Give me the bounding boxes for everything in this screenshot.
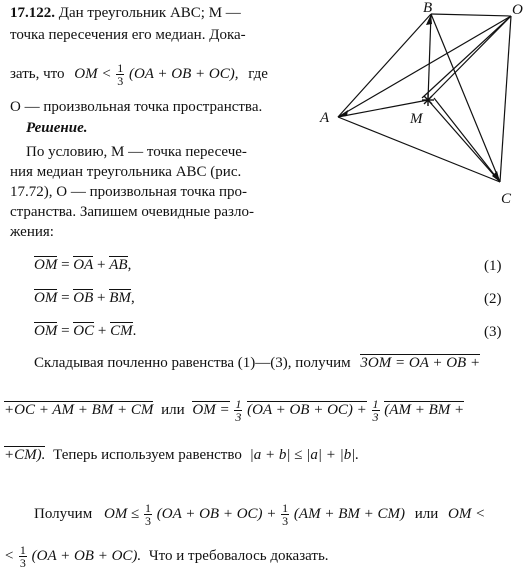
problem-line-3 (10, 62, 268, 87)
body-line-3: 17.72), O — произвольная точка про- (10, 184, 248, 200)
equation-3-number: (3) (484, 324, 502, 340)
problem-statement-1: Дан треугольник ABC; M — (58, 5, 241, 21)
label-C: C (501, 191, 512, 207)
inequality-rhs: (OA + OB + OC), (128, 65, 239, 82)
sum-line-3: +CM). Теперь используем равенство |a + b| ≤ |a| + |b|. (4, 447, 360, 463)
label-O: O (512, 2, 523, 18)
problem-line-1 (10, 4, 241, 22)
segment-CM (428, 100, 500, 182)
label-M: M (410, 111, 423, 127)
segment-OM (428, 16, 511, 100)
problem-line-2 (10, 26, 246, 44)
final-line-1: Получим OM ≤ $\frac{1}{3}$ (OA + OB + OC) + $\frac{1}{3}$ (AM + BM + CM) или OM < (34, 501, 486, 528)
body-line-1: По условию, M — точка пересече- (26, 144, 247, 160)
inequality-lhs: OM < (74, 65, 112, 82)
sum-expression: 3OM = OA + OB + (360, 355, 481, 371)
edge-BC (431, 14, 500, 182)
edge-AO (338, 16, 511, 117)
label-B: B (423, 0, 433, 16)
problem-statement-3-post: где (248, 65, 268, 82)
final-line-2: < $\frac{1}{3}$ (OA + OB + OC). Что и требовалось доказать. (4, 543, 329, 570)
equation-1-number: (1) (484, 258, 502, 274)
problem-statement-2: точка пересечения его медиан. Дока- (10, 27, 246, 43)
segment-OM-b (422, 16, 511, 98)
body-line-5: жения: (10, 224, 54, 240)
problem-line-4 (10, 98, 262, 116)
body-line-2: ния медиан треугольника ABC (рис. (10, 164, 242, 180)
fraction-one-third: $\frac{1}{3}$ (117, 61, 124, 88)
equation-2: OM = OB + BM, (34, 290, 135, 306)
solution-label: Решение. (26, 120, 88, 136)
body-line-4: странства. Запишем очевидные разло- (10, 204, 254, 220)
equation-2-number: (2) (484, 291, 502, 307)
problem-number: 17.122. (10, 5, 55, 21)
equation-3: OM = OC + CM. (34, 323, 137, 339)
triangle-inequality: |a + b| ≤ |a| + |b|. (249, 447, 360, 463)
edge-BO (431, 14, 511, 16)
segment-BM (428, 14, 431, 100)
sum-line-1: Складывая почленно равенства (1)—(3), получим 3OM = OA + OB + (34, 355, 481, 371)
label-A: A (320, 110, 330, 126)
problem-statement-3-pre: зать, что (10, 65, 65, 82)
edge-OC (500, 16, 511, 182)
sum-line-2: +OC + AM + BM + CM или OM = $\frac{1}{3}$ (OA + OB + OC) + $\frac{1}{3}$ (AM + BM + (4, 397, 465, 424)
equation-1: OM = OA + AB, (34, 257, 132, 273)
problem-statement-4: O — произвольная точка пространства. (10, 99, 263, 115)
figure-tetrahedron (310, 0, 532, 215)
